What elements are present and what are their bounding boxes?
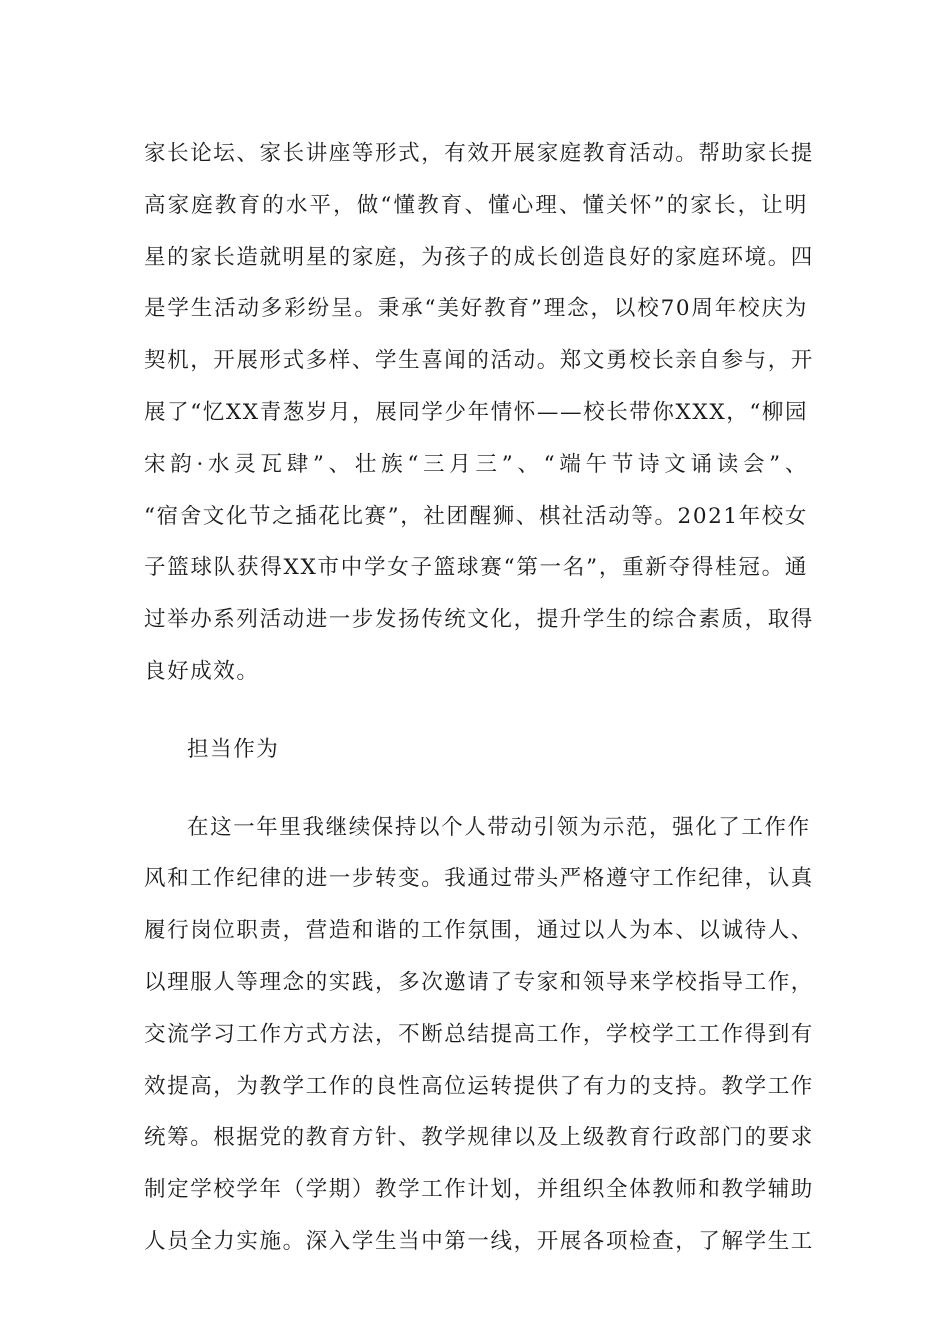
text-line: 是学生活动多彩纷呈。秉承“美好教育”理念，以校70周年校庆为	[144, 296, 808, 322]
text-line: 以理服人等理念的实践，多次邀请了专家和领导来学校指导工作，	[144, 969, 814, 995]
text-line: 交流学习工作方式方法，不断总结提高工作，学校学工工作得到有	[144, 1021, 814, 1047]
text-line: 风和工作纪律的进一步转变。我通过带头严格遵守工作纪律，认真	[144, 866, 814, 892]
text-line: 子篮球队获得XX市中学女子篮球赛“第一名”，重新夺得桂冠。通	[144, 555, 808, 581]
paragraph-activities	[144, 128, 814, 698]
text-line: 制定学校学年（学期）教学工作计划，并组织全体教师和教学辅助	[144, 1177, 814, 1203]
text-line: 展了“忆XX青葱岁月，展同学少年情怀——校长带你XXX，“柳园	[144, 399, 809, 425]
section-heading: 担当作为	[187, 736, 280, 762]
text-line: 履行岗位职责，营造和谐的工作氛围，通过以人为本、以诚待人、	[144, 918, 814, 944]
text-line: 家长论坛、家长讲座等形式，有效开展家庭教育活动。帮助家长提	[144, 141, 814, 166]
text-line: “宿舍文化节之插花比赛”，社团醒狮、棋社活动等。2021年校女	[144, 503, 808, 529]
text-line: 人员全力实施。深入学生当中第一线，开展各项检查，了解学生工	[144, 1228, 814, 1254]
text-line: 效提高，为教学工作的良性高位运转提供了有力的支持。教学工作	[144, 1073, 814, 1099]
text-line: 契机，开展形式多样、学生喜闻的活动。郑文勇校长亲自参与，开	[144, 348, 814, 374]
paragraph-responsibility	[144, 802, 814, 1268]
text-line: 在这一年里我继续保持以个人带动引领为示范，强化了工作作	[187, 814, 811, 840]
text-line: 过举办系列活动进一步发扬传统文化，提升学生的综合素质，取得	[144, 607, 814, 633]
document-body	[144, 128, 814, 1268]
text-line: 星的家长造就明星的家庭，为孩子的成长创造良好的家庭环境。四	[144, 244, 814, 270]
text-line: 良好成效。	[144, 658, 260, 684]
text-line: 高家庭教育的水平，做“懂教育、懂心理、懂关怀”的家长，让明	[144, 192, 808, 218]
text-line: 宋韵·水灵瓦肆”、壮族“三月三”、“端午节诗文诵读会”、	[144, 451, 808, 477]
text-line: 统筹。根据党的教育方针、教学规律以及上级教育行政部门的要求	[144, 1125, 814, 1151]
